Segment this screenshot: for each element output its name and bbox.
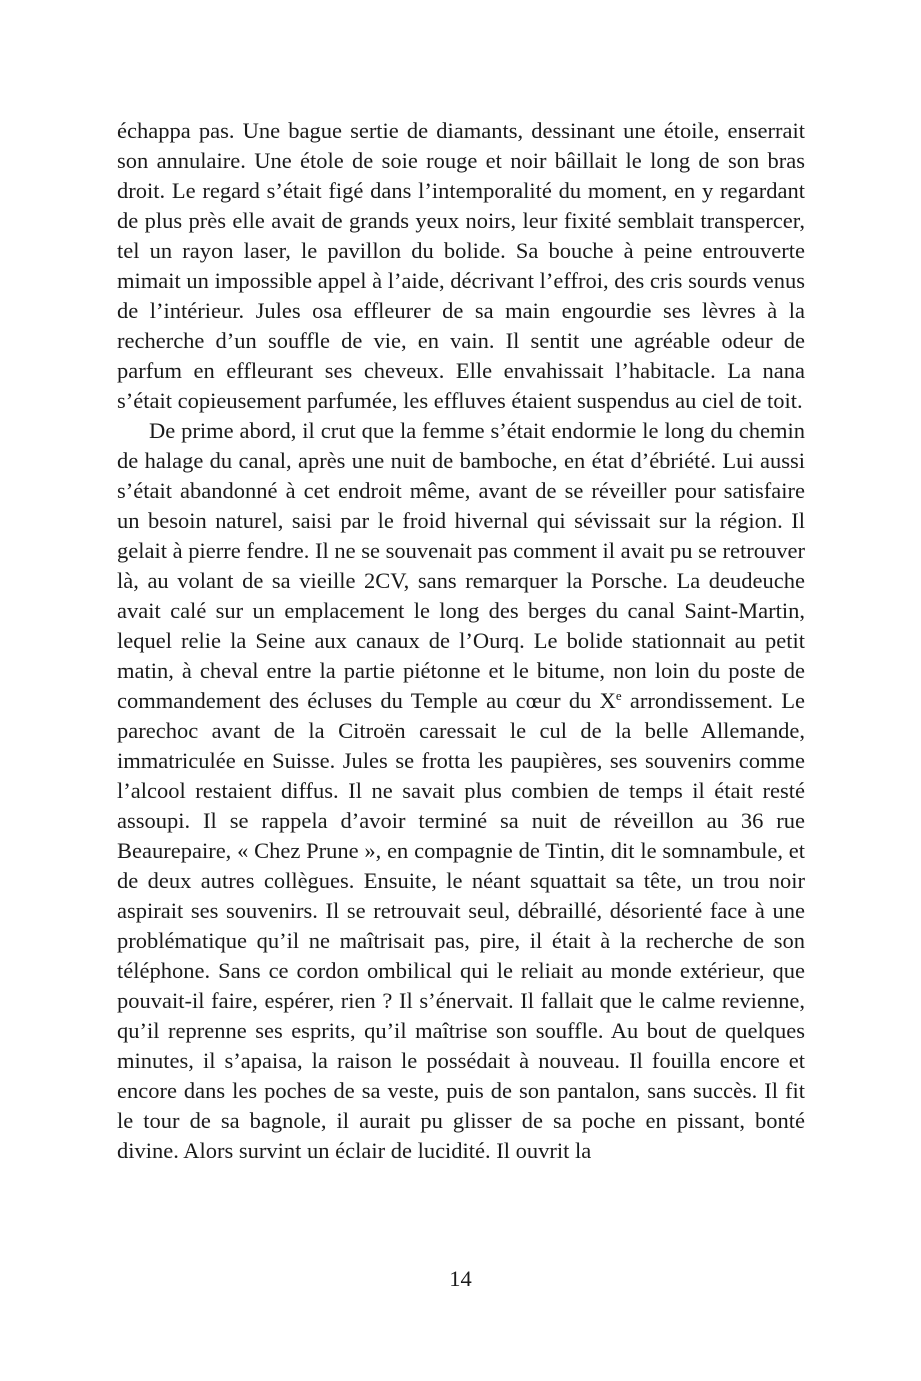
- paragraph: [117, 416, 805, 1166]
- paragraph-text: arrondissement. Le parechoc avant de la Citroën caressait le cul de la belle Allemande, immatriculée en Suisse. Jules se frotta les paupières, ses souvenirs comme l’alcool restaient diffus. Il ne savait plus combien de temps il était resté assoupi. Il se rappela d’avoir terminé sa nuit de réveillon au 36 rue Beaurepaire, « Chez Prune », en compagnie de Tintin, dit le somnambule, et de deux autres collègues. Ensuite, le néant squattait sa tête, un trou noir aspirait ses souvenirs. Il se retrouvait seul, débraillé, désorienté face à une problématique qu’il ne maîtrisait pas, pire, il était à la recherche de son téléphone. Sans ce cordon ombilical qui le reliait au monde extérieur, que pouvait-il faire, espérer, rien ? Il s’énervait. Il fallait que le calme revienne, qu’il reprenne ses esprits, qu’il maîtrise son souffle. Au bout de quelques minutes, il s’apaisa, la raison le possédait à nouveau. Il fouilla encore et encore dans les poches de sa veste, puis de son pantalon, sans succès. Il fit le tour de sa bagnole, il aurait pu glisser de sa poche en pissant, bonté divine. Alors survint un éclair de lucidité. Il ouvrit la: [117, 688, 805, 1163]
- paragraph-text: De prime abord, il crut que la femme s’était endormie le long du chemin de halage du canal, après une nuit de bamboche, en état d’ébriété. Lui aussi s’était abandonné à cet endroit même, avant de se réveiller pour satisfaire un besoin naturel, saisi par le froid hivernal qui sévissait sur la région. Il gelait à pierre fendre. Il ne se souvenait pas comment il avait pu se retrouver là, au volant de sa vieille 2CV, sans remarquer la Porsche. La deudeuche avait calé sur un emplacement le long des berges du canal Saint-Martin, lequel relie la Seine aux canaux de l’Ourq. Le bolide stationnait au petit matin, à cheval entre la partie piétonne et le bitume, non loin du poste de commandement des écluses du Temple au cœur du X: [117, 418, 805, 713]
- paragraph: échappa pas. Une bague sertie de diamants, dessinant une étoile, enserrait son annulaire. Une étole de soie rouge et noir bâillait le long de son bras droit. Le regard s’était figé dans l’intemporalité du moment, en y regardant de plus près elle avait de grands yeux noirs, leur fixité semblait transpercer, tel un rayon laser, le pavillon du bolide. Sa bouche à peine entrouverte mimait un impossible appel à l’aide, décrivant l’effroi, des cris sourds venus de l’intérieur. Jules osa effleurer de sa main engourdie ses lèvres à la recherche d’un souffle de vie, en vain. Il sentit une agréable odeur de parfum en effleurant ses cheveux. Elle envahissait l’habitacle. La nana s’était copieusement parfumée, les effluves étaient suspendus au ciel de toit.: [117, 118, 805, 413]
- body-text: [117, 116, 805, 1166]
- page-number: 14: [449, 1266, 472, 1291]
- superscript: e: [615, 688, 622, 703]
